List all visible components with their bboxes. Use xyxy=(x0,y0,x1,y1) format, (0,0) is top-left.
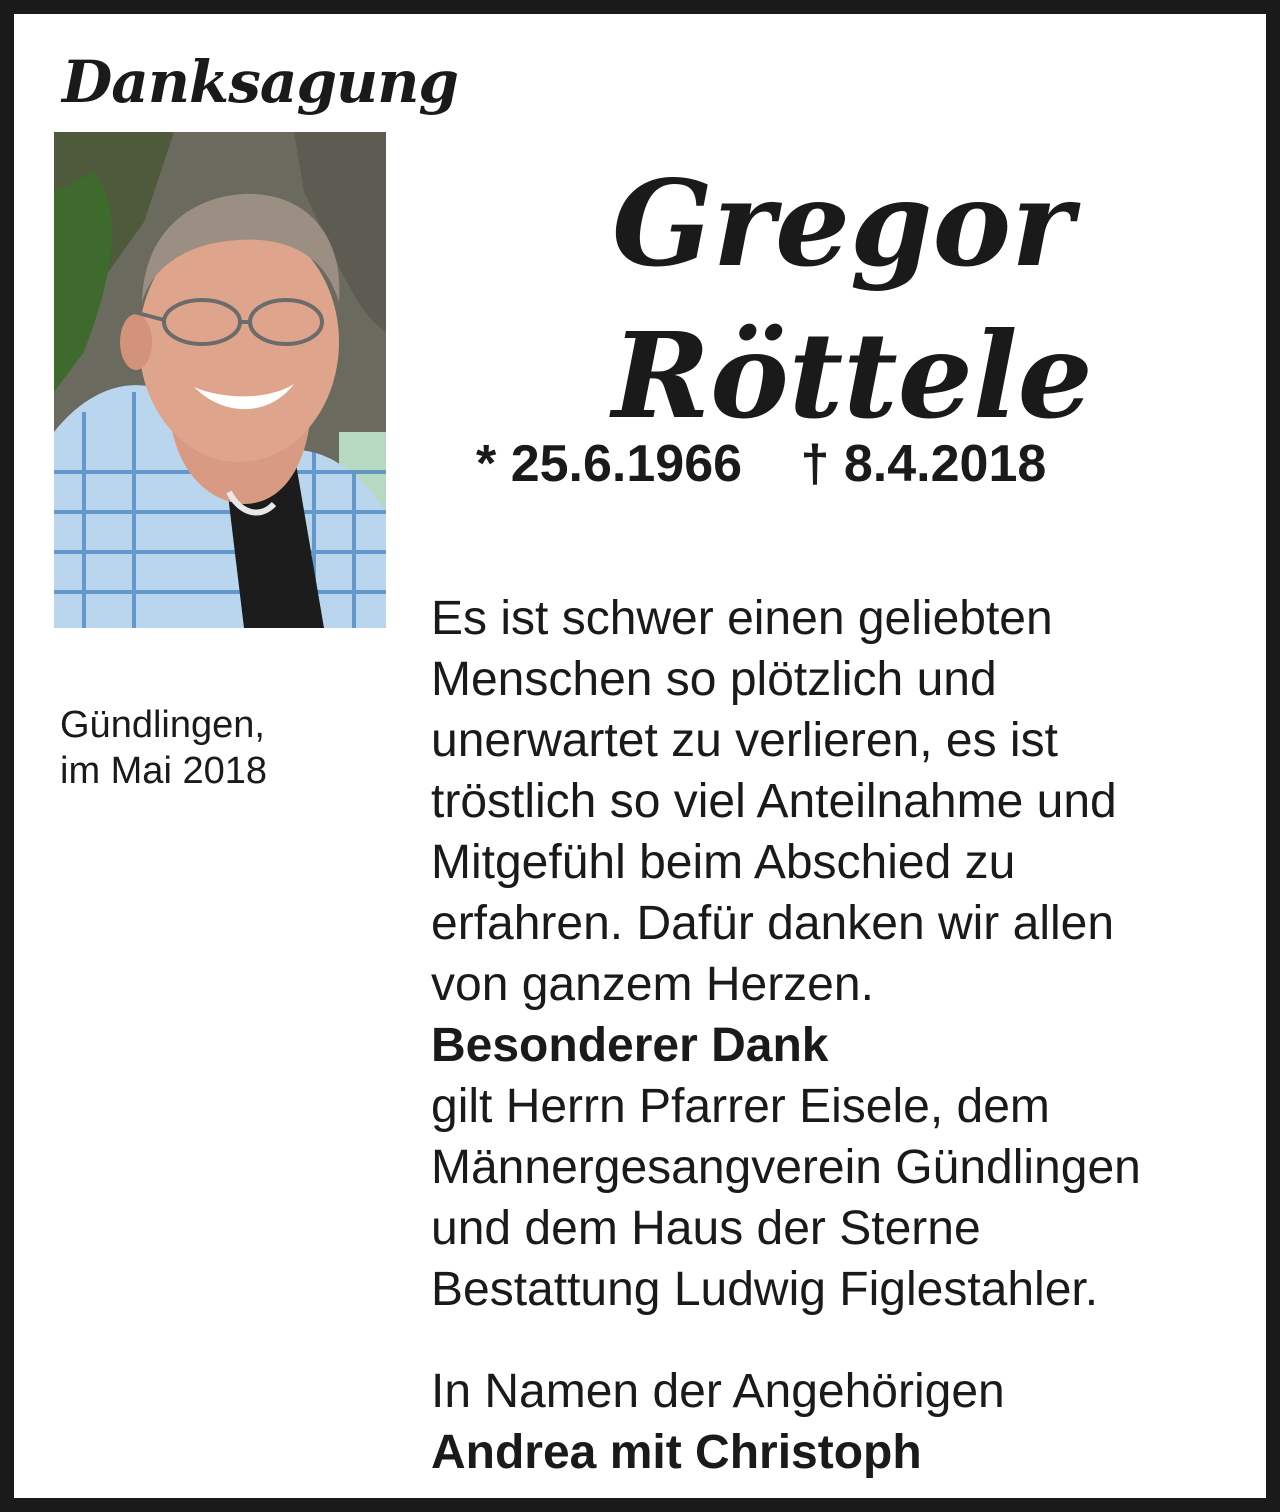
message-line: unerwartet zu verlieren, es ist xyxy=(431,714,1058,767)
deceased-first-name: Gregor xyxy=(612,154,1074,293)
special-thanks-line: gilt Herrn Pfarrer Eisele, dem xyxy=(431,1080,1050,1133)
death-date: 8.4.2018 xyxy=(843,435,1047,493)
special-thanks-heading: Besonderer Dank xyxy=(431,1019,829,1072)
special-thanks-line: und dem Haus der Sterne xyxy=(431,1202,981,1255)
thank-you-message xyxy=(431,588,1251,1320)
location-date xyxy=(60,702,267,794)
portrait-photo xyxy=(54,132,386,628)
message-line: Menschen so plötzlich und xyxy=(431,653,997,706)
message-line: erfahren. Dafür danken wir allen xyxy=(431,897,1115,950)
signoff xyxy=(431,1361,1251,1483)
message-line: Mitgefühl beim Abschied zu xyxy=(431,836,1016,889)
birth-star-icon: * xyxy=(476,435,497,493)
life-dates xyxy=(476,434,1046,494)
message-line: tröstlich so viel Anteilnahme und xyxy=(431,775,1117,828)
month-line: im Mai 2018 xyxy=(60,750,267,792)
deceased-last-name: Röttele xyxy=(612,306,1093,445)
location-line: Gündlingen, xyxy=(60,704,265,746)
signoff-names: Andrea mit Christoph xyxy=(431,1426,922,1479)
special-thanks-line: Männergesangverein Gündlingen xyxy=(431,1141,1141,1194)
death-cross-icon: † xyxy=(800,435,830,493)
message-line: Es ist schwer einen geliebten xyxy=(431,592,1053,645)
portrait-image xyxy=(54,132,386,628)
message-line: von ganzem Herzen. xyxy=(431,958,874,1011)
birth-date: 25.6.1966 xyxy=(510,435,743,493)
special-thanks-line: Bestattung Ludwig Figlestahler. xyxy=(431,1263,1099,1316)
signoff-line: In Namen der Angehörigen xyxy=(431,1365,1005,1418)
heading: Danksagung xyxy=(62,48,458,116)
